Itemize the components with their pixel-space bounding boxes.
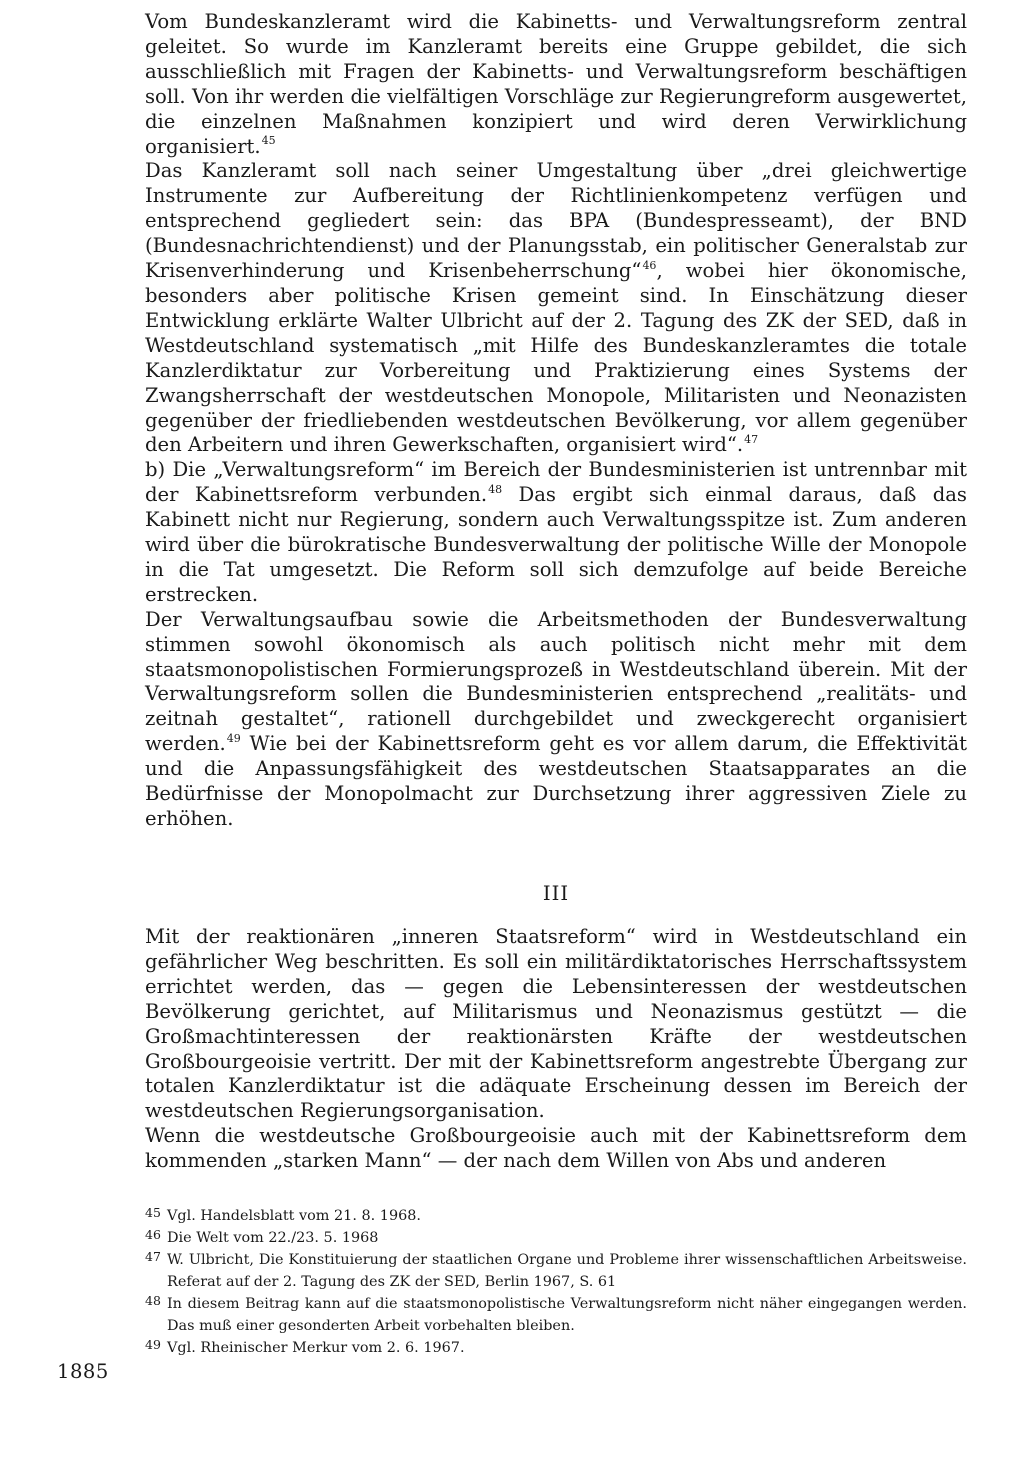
page-number: 1885 xyxy=(57,1360,109,1383)
footnote-number: 49 xyxy=(145,1337,161,1352)
paragraph xyxy=(145,458,967,607)
paragraph xyxy=(145,159,967,458)
footnote-text: Die Welt vom 22./23. 5. 1968 xyxy=(167,1230,379,1246)
footnote-ref: 45 xyxy=(261,134,276,148)
footnote-item xyxy=(145,1205,967,1227)
footnote-number: 47 xyxy=(145,1249,161,1264)
main-text-upper xyxy=(145,10,967,832)
footnote-ref: 48 xyxy=(488,482,503,496)
footnote-item xyxy=(145,1293,967,1337)
footnote-text: Vgl. Rheinischer Merkur vom 2. 6. 1967. xyxy=(167,1340,465,1356)
paragraph-text: Vom Bundeskanzleramt wird die Kabinetts- und Verwaltungsreform zentral geleitet. So wurde im Kanzleramt bereits eine Gruppe gebildet, die sich ausschließlich mit Fragen der Kabinetts- und Verwaltungsreform beschäftigen soll. Von ihr werden die vielfältigen Vorschläge zur Regierungreform ausgewertet, die einzelnen Maßnahmen konzipiert und wird deren Verwirklichung organisiert. xyxy=(145,10,967,158)
footnotes xyxy=(145,1205,967,1359)
footnote-item xyxy=(145,1227,967,1249)
footnote-item xyxy=(145,1249,967,1293)
paragraph-text: Das ergibt sich einmal daraus, daß das Kabinett nicht nur Regierung, sondern auch Verwaltungsspitze ist. Zum anderen wird über die bürokratische Bundesverwaltung der politische Wille der Monopole in die Tat umgesetzt. Die Reform soll sich demzufolge auf beide Bereiche erstrecken. xyxy=(145,483,967,606)
main-text-lower xyxy=(145,925,967,1174)
footnote-item xyxy=(145,1337,967,1359)
footnote-number: 48 xyxy=(145,1293,161,1308)
footnote-ref: 46 xyxy=(642,258,657,272)
paragraph-text: Wie bei der Kabinettsreform geht es vor allem darum, die Effektivität und die Anpassungsfähigkeit des westdeutschen Staatsapparates an die Bedürfnisse der Monopolmacht zur Durchsetzung ihrer aggressiven Ziele zu erhöhen. xyxy=(145,732,967,830)
paragraph xyxy=(145,608,967,832)
footnote-text: Vgl. Handelsblatt vom 21. 8. 1968. xyxy=(167,1208,421,1224)
paragraph xyxy=(145,10,967,159)
paragraph: Mit der reaktionären „inneren Staatsreform“ wird in Westdeutschland ein gefährlicher Weg beschritten. Es soll ein militärdiktatorisches Herrschaftssystem errichtet werden, das — gegen die Lebensinteressen der westdeutschen Bevölkerung gerichtet, auf Militarismus und Neonazismus gestützt — die Großmachtinteressen der reaktionärsten Kräfte der westdeutschen Großbourgeoisie vertritt. Der mit der Kabinettsreform angestrebte Übergang zur totalen Kanzlerdiktatur ist die adäquate Erscheinung dessen im Bereich der westdeutschen Regierungsorganisation. xyxy=(145,925,967,1123)
section-heading: III xyxy=(542,882,570,905)
paragraph-text: Das Kanzleramt soll nach seiner Umgestaltung über „drei gleichwertige Instrumente zur Aufbereitung der Richtlinienkompetenz verfügen und entsprechend gegliedert sein: das BPA (Bundespresseamt), der BND (Bundesnachrichtendienst) und der Planungsstab, ein politischer Generalstab zur Krisenverhinderung und Krisenbeherrschung“ xyxy=(145,159,967,283)
footnote-text: W. Ulbricht, Die Konstituierung der staatlichen Organe und Probleme ihrer wissenschaftlichen Arbeitsweise. Referat auf der 2. Tagung des ZK der SED, Berlin 1967, S. 61 xyxy=(167,1252,967,1290)
footnote-text: In diesem Beitrag kann auf die staatsmonopolistische Verwaltungsreform nicht näher eingegangen werden. Das muß einer gesonderten Arbeit vorbehalten bleiben. xyxy=(167,1296,967,1334)
footnote-ref: 49 xyxy=(226,732,241,746)
paragraph-text: Der Verwaltungsaufbau sowie die Arbeitsmethoden der Bundesverwaltung stimmen sowohl ökonomisch als auch politisch nicht mehr mit dem staatsmonopolistischen Formierungsprozeß in Westdeutschland überein. Mit der Verwaltungsreform sollen die Bundesministerien entsprechend „realitäts- und zeitnah gestaltet“, rationell durchgebildet und zweckgerecht organisiert werden. xyxy=(145,607,967,756)
footnote-ref: 47 xyxy=(744,433,759,447)
paragraph-text: , wobei hier ökonomische, besonders aber politische Krisen gemeint sind. In Einschätzung dieser Entwicklung erklärte Walter Ulbricht auf der 2. Tagung des ZK der SED, daß in Westdeutschland systematisch „mit Hilfe des Bundeskanzleramtes die totale Kanzlerdiktatur zur Vorbereitung und Praktizierung eines Systems der Zwangsherrschaft der westdeutschen Monopole, Militaristen und Neonazisten gegenüber der friedliebenden westdeutschen Bevölkerung, vor allem gegenüber den Arbeitern und ihren Gewerkschaften, organisiert wird“. xyxy=(145,259,967,457)
footnote-number: 46 xyxy=(145,1227,161,1242)
paragraph-text: b) Die „Verwaltungsreform“ im Bereich der Bundesministerien ist untrennbar mit der Kabinettsreform verbunden. xyxy=(145,458,967,507)
paragraph: Wenn die westdeutsche Großbourgeoisie auch mit der Kabinettsreform dem kommenden „starken Mann“ — der nach dem Willen von Abs und anderen xyxy=(145,1124,967,1173)
footnote-number: 45 xyxy=(145,1205,161,1220)
